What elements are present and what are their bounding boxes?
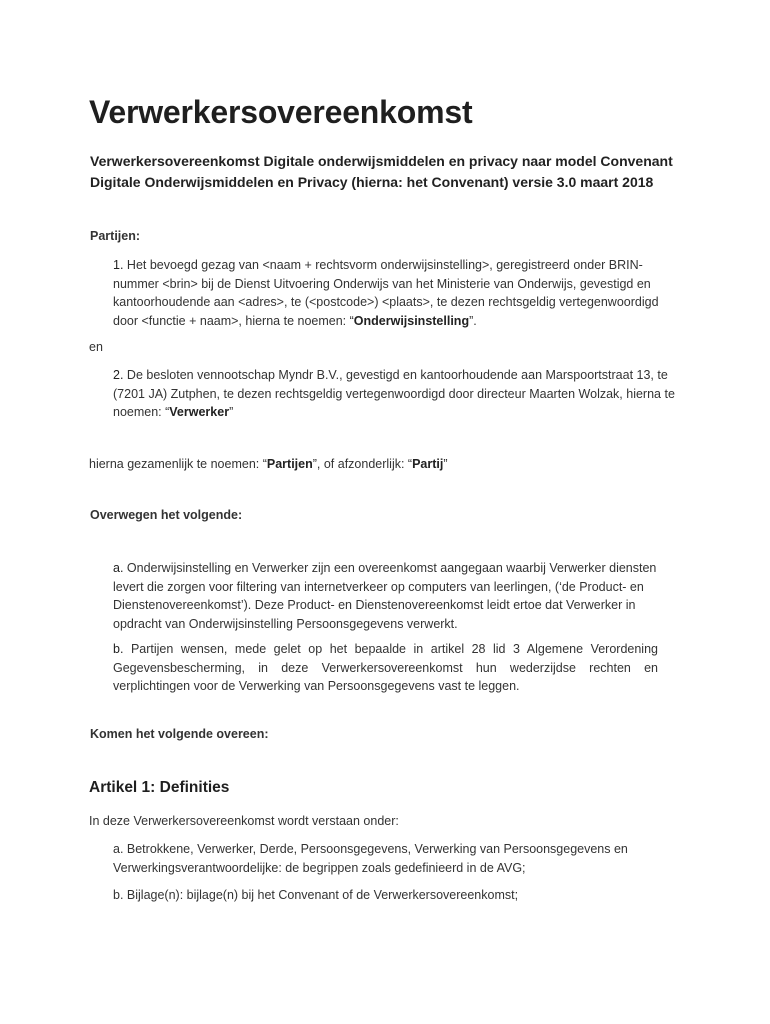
article-1-heading: Artikel 1: Definities <box>89 779 230 796</box>
jointly-bold-partij: Partij <box>412 457 444 471</box>
party-1-number: 1. <box>113 258 124 272</box>
recital-b-text: Partijen wensen, mede gelet op het bepaalde in artikel 28 lid 3 Algemene Verordening Gegevensbescherming, in deze Verwerkersovereenkomst hun wederzijdse rechten en verplichtingen voor de Verwerking van Persoonsgegevens vast te leggen. <box>113 642 658 693</box>
recital-b-paragraph <box>113 640 658 696</box>
recital-a-paragraph <box>113 559 665 633</box>
party-2-number: 2. <box>113 368 124 382</box>
jointly-suffix: ” <box>443 457 448 471</box>
party-2-paragraph <box>113 366 675 422</box>
document-subtitle: Verwerkersovereenkomst Digitale onderwijsmiddelen en privacy naar model Convenant Digitale Onderwijsmiddelen en Privacy (hierna: het Convenant) versie 3.0 maart 2018 <box>90 153 673 190</box>
jointly-bold-partijen: Partijen <box>266 457 313 471</box>
en-connector: en <box>89 340 103 354</box>
party-1-bold-term: Onderwijsinstelling <box>353 313 470 328</box>
jointly-middle: ”, of afzonderlijk: “ <box>312 457 413 471</box>
article-1-item-a: a. Betrokkene, Verwerker, Derde, Persoonsgegevens, Verwerking van Persoonsgegevens en Verwerkingsverantwoordelijke: de begrippen zoals gedefinieerd in de AVG; <box>113 842 628 875</box>
party-2-after: ” <box>229 405 234 419</box>
party-1-after: ”. <box>469 313 477 328</box>
recital-b-number: b. <box>113 642 124 656</box>
recital-a-number: a. <box>113 561 124 575</box>
party-1-paragraph <box>113 256 663 330</box>
party-2-bold-term: Verwerker <box>169 405 230 419</box>
document-title: Verwerkersovereenkomst <box>89 94 473 130</box>
article-1-item-b: b. Bijlage(n): bijlage(n) bij het Convenant of de Verwerkersovereenkomst; <box>113 888 519 902</box>
party-1-text: Het bevoegd gezag van <naam + rechtsvorm onderwijsinstelling>, geregistreerd onder BRIN-nummer <brin> bij de Dienst Uitvoering Onderwijs van het Ministerie van Onderwijs, gevestigd en kantoorhoudende aan <adres>, te (<postcode>) <plaats>, te dezen rechtsgeldig vertegenwoordigd door <functie + naam>, hierna te noemen: “ <box>113 258 659 328</box>
jointly-paragraph <box>89 455 448 474</box>
party-2-text: De besloten vennootschap Myndr B.V., gevestigd en kantoorhoudende aan Marspoortstraat 13, te (7201 JA) Zutphen, te dezen rechtsgeldig vertegenwoordigd door directeur Maarten Wolzak, hierna te noemen: “ <box>113 368 675 419</box>
komen-heading: Komen het volgende overeen: <box>90 727 269 741</box>
recital-a-text: Onderwijsinstelling en Verwerker zijn een overeenkomst aangegaan waarbij Verwerker diensten levert die zorgen voor filtering van internetverkeer op computers van leerlingen, (‘de Product- en Dienstenovereenkomst’). Deze Product- en Dienstenovereenkomst leidt ertoe dat Verwerker in opdracht van Onderwijsinstelling Persoonsgegevens verwerkt. <box>113 561 657 631</box>
partijen-heading: Partijen: <box>90 229 141 243</box>
article-1-intro: In deze Verwerkersovereenkomst wordt verstaan onder: <box>89 814 399 828</box>
jointly-prefix: hierna gezamenlijk te noemen: “ <box>89 457 267 471</box>
overwegen-heading: Overwegen het volgende: <box>90 508 243 522</box>
